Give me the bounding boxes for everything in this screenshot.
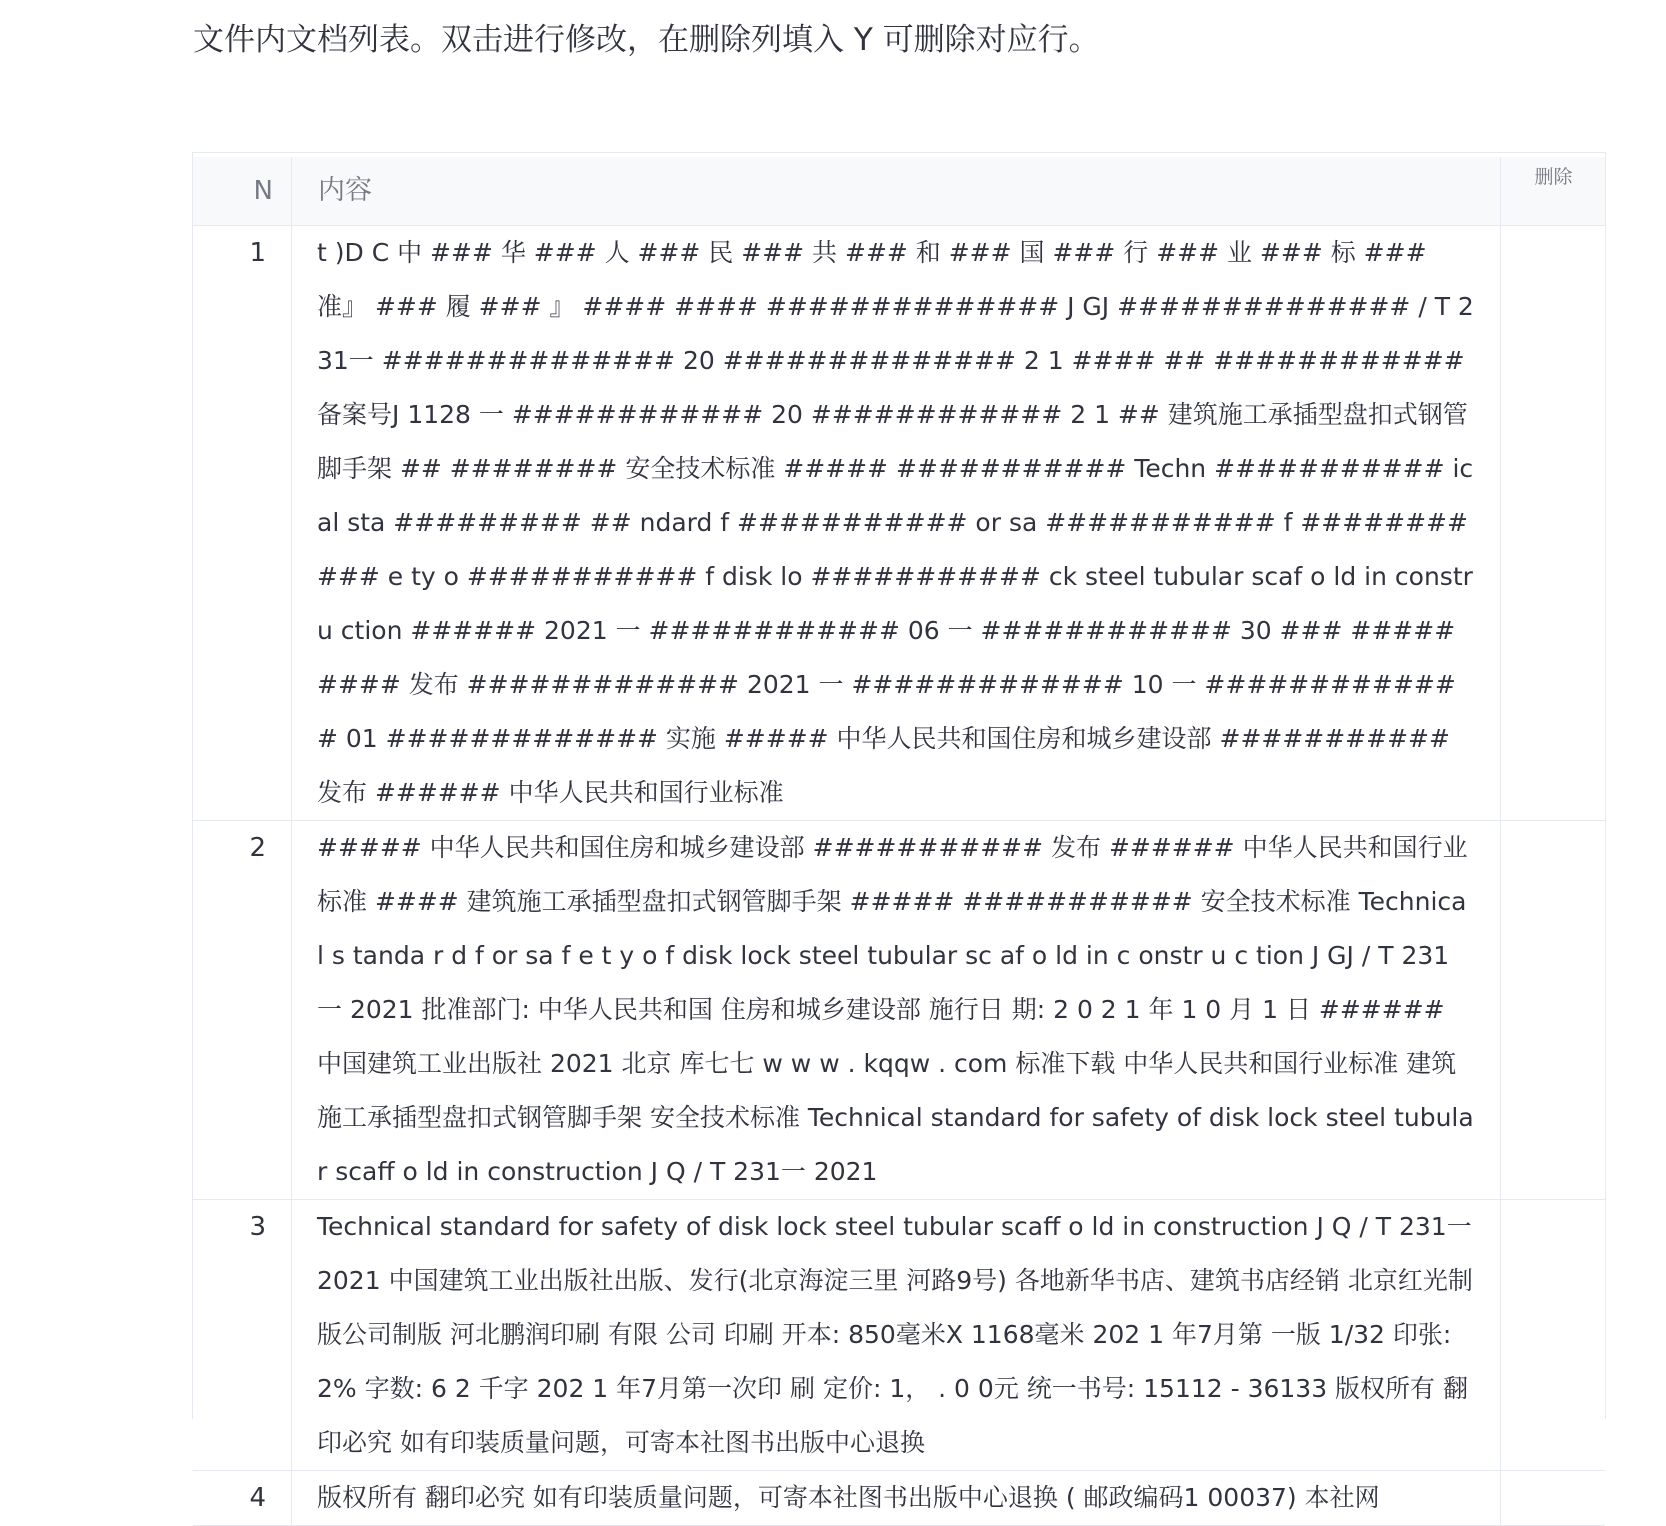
content-cell[interactable]: Technical standard for safety of disk lock steel tubular scaff o ld in construction J Q / T 231一 2021 中国建筑工业出版社出版、发行(北京海淀三里 河路9号) 各地新华书店、建筑书店经销 北京红光制版公司制版 河北鹏润印刷 有限 公司 印刷 开本: 850毫米X 1168毫米 202 1 年7月第 一版 1/32 印张: 2% 字数: 6 2 千字 202 1 年7月第一次印 刷 定价: 1， . 0 0元 统一书号: 15112 - 36133 版权所有 翻印必究 如有印装质量问题，可寄本社图书出版中心退换 <box>292 1200 1501 1470</box>
delete-cell[interactable] <box>1501 1471 1605 1525</box>
content-cell[interactable]: 版权所有 翻印必究 如有印装质量问题，可寄本社图书出版中心退换 ( 邮政编码1 00037) 本社网 <box>292 1471 1501 1525</box>
row-index-cell: 4 <box>193 1471 292 1525</box>
table-row <box>193 226 1605 821</box>
table-row <box>193 1471 1605 1526</box>
page-instructions: 文件内文档列表。双击进行修改，在删除列填入 Y 可删除对应行。 <box>193 22 1100 58</box>
content-cell[interactable]: ##### 中华人民共和国住房和城乡建设部 ########### 发布 ###### 中华人民共和国行业标准 #### 建筑施工承插型盘扣式钢管脚手架 ##### ########### 安全技术标准 Technica l s tanda r d f or sa f e t y o f disk lock steel tubular sc af o ld in c onstr u c tion J GJ / T 231 一 2021 批准部门: 中华人民共和国 住房和城乡建设部 施行日 期: 2 0 2 1 年 1 0 月 1 日 ###### 中国建筑工业出版社 2021 北京 库七七 w w w . kqqw . com 标准下载 中华人民共和国行业标准 建筑施工承插型盘扣式钢管脚手架 安全技术标准 Technical standard for safety of disk lock steel tubular scaff o ld in construction J Q / T 231一 2021 <box>292 821 1501 1199</box>
row-index-cell: 1 <box>193 226 292 820</box>
column-header-delete[interactable]: 删除 <box>1534 166 1573 188</box>
row-index-cell: 2 <box>193 821 292 1199</box>
content-cell[interactable]: t )D C 中 ### 华 ### 人 ### 民 ### 共 ### 和 ### 国 ### 行 ### 业 ### 标 ### 准』 ### 履 ### 』 #### #### ############## J GJ ############## / T 231一 ############## 20 ############## 2 1 #### ## ############ 备案号J 1128 一 ############ 20 ############ 2 1 ## 建筑施工承插型盘扣式钢管脚手架 ## ######## 安全技术标准 ##### ########### Techn ########### ical sta ######### ## ndard f ########### or sa ########### f ########### e ty o ########### f disk lo ########### ck steel tubular scaf o ld in constr u ction ###### 2021 一 ############ 06 一 ############ 30 ### ######### 发布 ############# 2021 一 ############# 10 一 ############# 01 ############# 实施 ##### 中华人民共和国住房和城乡建设部 ########### 发布 ###### 中华人民共和国行业标准 <box>292 226 1501 820</box>
row-index-cell: 3 <box>193 1200 292 1470</box>
delete-cell[interactable] <box>1501 226 1605 820</box>
table-header <box>193 157 1605 226</box>
delete-cell[interactable] <box>1501 821 1605 1199</box>
table-row <box>193 1200 1605 1471</box>
delete-cell[interactable] <box>1501 1200 1605 1470</box>
column-header-content[interactable]: 内容 <box>293 157 1501 225</box>
table-body <box>193 226 1605 1526</box>
document-table <box>192 152 1606 1513</box>
table-row <box>193 821 1605 1200</box>
column-header-n[interactable]: N <box>193 157 292 225</box>
